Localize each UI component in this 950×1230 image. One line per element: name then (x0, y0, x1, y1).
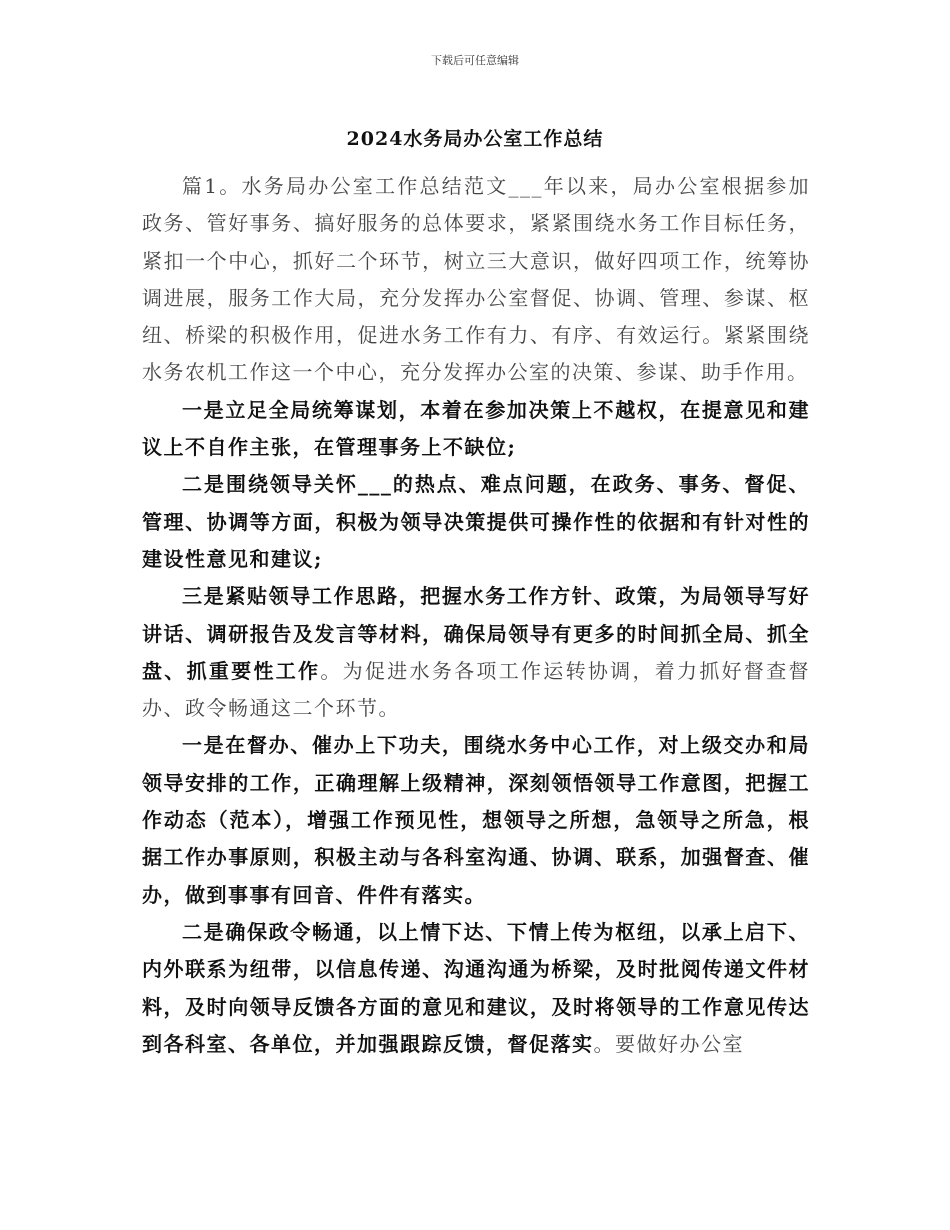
document-body (142, 168, 810, 1063)
paragraph-5-text: 一是在督办、催办上下功夫，围绕水务中心工作，对上级交办和局领导安排的工作，正确理解上级精神，深刻领悟领导工作意图，把握工作动态（范本），增强工作预见性，想领导之所想，急领导之所急，根据工作办事原则，积极主动与各科室沟通、协调、联系，加强督查、催办，做到事事有回音、件件有落实。 (142, 733, 810, 907)
paragraph-2 (142, 392, 810, 467)
paragraph-2-text: 一是立足全局统筹谋划，本着在参加决策上不越权，在提意见和建议上不自作主张，在管理事务上不缺位; (142, 397, 810, 460)
paragraph-4-normal-text: 。为促进水务各项工作运转协调，着力抓好督查督办、政令畅通这二个环节。 (142, 658, 811, 721)
paragraph-4 (142, 578, 810, 727)
paragraph-1-text: 篇1。水务局办公室工作总结范文___年以来，局办公室根据参加政务、管好事务、搞好服务的总体要求，紧紧围绕水务工作目标任务，紧扣一个中心，抓好二个环节，树立三大意识，做好四项工作，统筹协调进展，服务工作大局，充分发挥办公室督促、协调、管理、参谋、枢纽、桥梁的积极作用，促进水务工作有力、有序、有效运行。紧紧围绕水务农机工作这一个中心，充分发挥办公室的决策、参谋、助手作用。 (142, 174, 810, 385)
paragraph-6-bold-text: 二是确保政令畅通，以上情下达、下情上传为枢纽，以承上启下、内外联系为纽带，以信息传递、沟通沟通为桥梁，及时批阅传递文件材料，及时向领导反馈各方面的意见和建议，及时将领导的工作意见传达到各科室、各单位，并加强跟踪反馈，督促落实 (142, 919, 810, 1056)
paragraph-1 (142, 168, 810, 392)
paragraph-6-normal-text: 。要做好办公室 (593, 1031, 744, 1056)
paragraph-6 (142, 914, 810, 1063)
paragraph-5 (142, 727, 810, 913)
header-note: 下载后可任意编辑 (431, 54, 519, 67)
paragraph-3-text: 二是围绕领导关怀___的热点、难点问题，在政务、事务、督促、管理、协调等方面，积极为领导决策提供可操作性的依据和有针对性的建设性意见和建议; (142, 472, 810, 571)
document-title: 2024水务局办公室工作总结 (346, 128, 604, 150)
paragraph-4-bold-text: 三是紧贴领导工作思路，把握水务工作方针、政策，为局领导写好讲话、调研报告及发言等材料，确保局领导有更多的时间抓全局、抓全盘、抓重要性工作 (142, 584, 810, 683)
paragraph-3 (142, 466, 810, 578)
